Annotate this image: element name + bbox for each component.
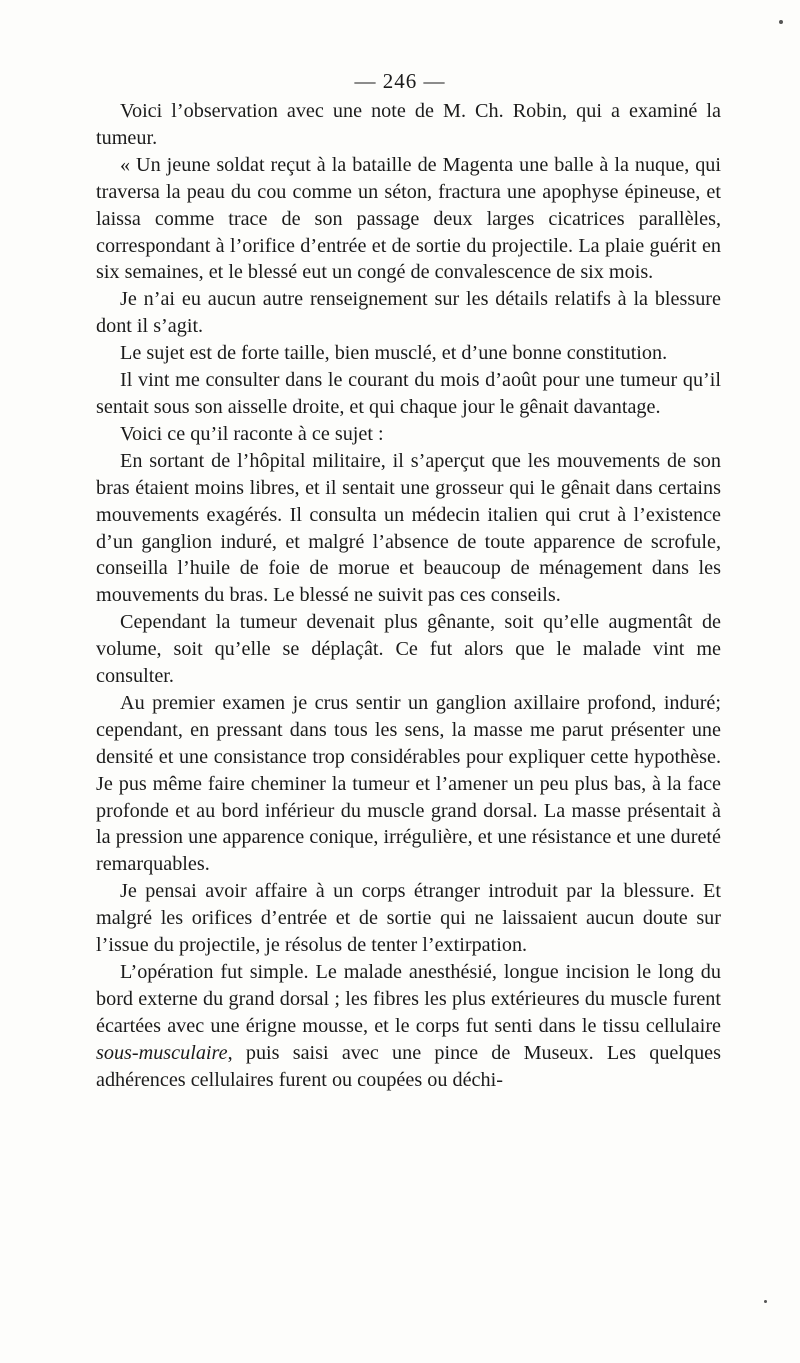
paragraph-hospital-exit: En sortant de l’hôpital militaire, il s’aperçut que les mouvements de son bras étaient moins libres, et il sentait une grosseur qui le gênait dans certains mouvements exagérés. Il consulta un médecin italien qui crut à l’existence d’un ganglion induré, et malgré l’absence de toute apparence de scrofule, conseilla l’huile de foie de morue et beaucoup de ménagement dans les mouvements du bras. Le blessé ne suivit pas ces conseils.: [96, 449, 721, 607]
paragraph-observation-intro: Voici l’observation avec une note de M. Ch. Robin, qui a examiné la tumeur.: [96, 100, 721, 149]
body-text: [96, 98, 721, 1094]
paragraph-subject-build: Le sujet est de forte taille, bien musclé, et d’une bonne constitution.: [120, 342, 668, 365]
paragraph-account-intro: Voici ce qu’il raconte à ce sujet :: [120, 422, 384, 445]
paragraph-operation: [96, 959, 721, 1094]
page-number: — 246 —: [354, 69, 446, 93]
operation-text-italic: sous-musculaire: [96, 1041, 228, 1064]
paragraph-no-details: Je n’ai eu aucun autre renseignement sur les détails relatifs à la blessure dont il s’agit.: [96, 288, 721, 338]
paragraph-first-exam: Au premier examen je crus sentir un ganglion axillaire profond, induré; cependant, en pressant dans tous les sens, la masse me parut présenter une densité et une consistance trop considérables pour expliquer cette hypothèse. Je pus même faire cheminer la tumeur et l’amener un peu plus bas, à la face profonde et au bord inférieur du muscle grand dorsal. La masse présentait à la pression une apparence conique, irrégulière, et une résistance et une dureté remarquables.: [96, 691, 721, 876]
paragraph-tumor-growth: Cependant la tumeur devenait plus gênante, soit qu’elle augmentât de volume, soit qu’elle se déplaçât. Ce fut alors que le malade vint me consulter.: [96, 611, 721, 688]
paragraph-consultation: Il vint me consulter dans le courant du mois d’août pour une tumeur qu’il sentait sous son aisselle droite, et qui chaque jour le gênait davantage.: [96, 369, 721, 418]
paragraph-soldier-wound: « Un jeune soldat reçut à la bataille de Magenta une balle à la nuque, qui traversa la peau du cou comme un séton, fractura une apophyse épineuse, et laissa comme trace de son passage deux larges cicatrices parallèles, correspondant à l’orifice d’entrée et de sortie du projectile. La plaie guérit en six semaines, et le blessé eut un congé de convalescence de six mois.: [96, 153, 721, 284]
print-speck-top-right: [779, 20, 783, 24]
paragraph-foreign-body: Je pensai avoir affaire à un corps étranger introduit par la blessure. Et malgré les orifices d’entrée et de sortie qui ne laissaient aucun doute sur l’issue du projectile, je résolus de tenter l’extirpation.: [96, 880, 721, 957]
print-speck-bottom-right: [764, 1300, 767, 1303]
operation-text-start: L’opération fut simple. Le malade anesthésié, longue incision le long du bord externe du grand dorsal ; les fibres les plus extérieures du muscle furent écartées avec une érigne mousse, et le corps fut senti dans le tissu cellulaire: [96, 961, 721, 1037]
operation-text-end: , puis saisi avec une pince de Museux. Les quelques adhérences cellulaires furent ou coupées ou déchi-: [96, 1041, 721, 1091]
